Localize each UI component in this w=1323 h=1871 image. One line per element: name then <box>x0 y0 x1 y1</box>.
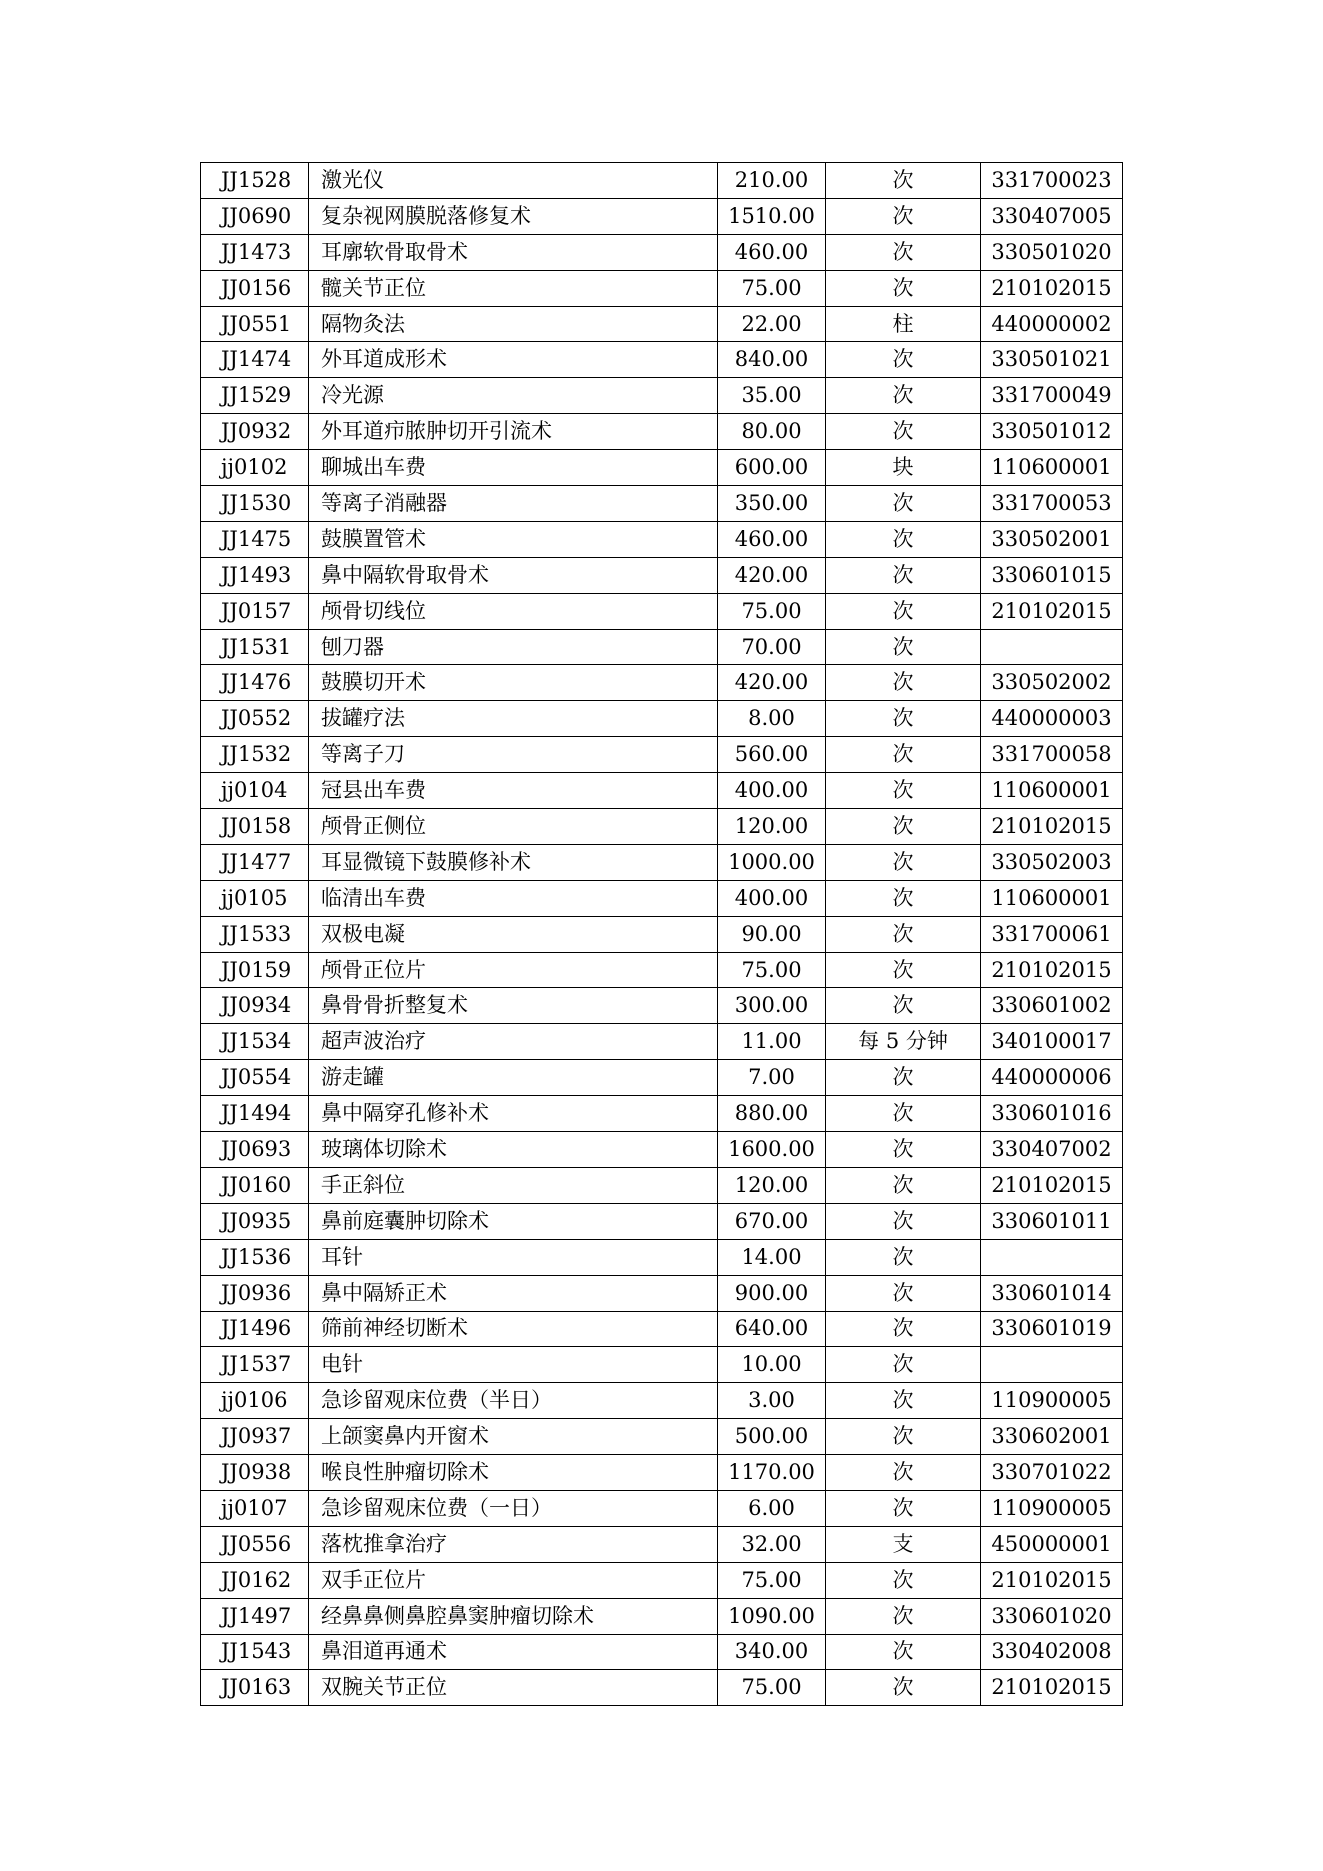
item-name-cell: 冷光源 <box>309 378 718 414</box>
item-price-cell: 340.00 <box>718 1634 826 1670</box>
item-unit-cell: 次 <box>826 1203 981 1239</box>
item-name-cell: 髋关节正位 <box>309 270 718 306</box>
standard-code-cell: 330601002 <box>981 988 1123 1024</box>
standard-code-cell: 110900005 <box>981 1383 1123 1419</box>
item-price-cell: 420.00 <box>718 557 826 593</box>
standard-code-cell: 331700061 <box>981 916 1123 952</box>
item-code-cell: JJ1496 <box>201 1311 309 1347</box>
standard-code-cell: 210102015 <box>981 952 1123 988</box>
item-price-cell: 75.00 <box>718 952 826 988</box>
standard-code-cell: 110900005 <box>981 1490 1123 1526</box>
item-name-cell: 临清出车费 <box>309 880 718 916</box>
item-unit-cell: 次 <box>826 1562 981 1598</box>
standard-code-cell: 330601020 <box>981 1598 1123 1634</box>
item-unit-cell: 次 <box>826 1275 981 1311</box>
item-unit-cell: 次 <box>826 270 981 306</box>
item-price-cell: 350.00 <box>718 486 826 522</box>
item-name-cell: 急诊留观床位费（半日） <box>309 1383 718 1419</box>
standard-code-cell <box>981 1347 1123 1383</box>
standard-code-cell <box>981 1239 1123 1275</box>
item-unit-cell: 次 <box>826 1347 981 1383</box>
standard-code-cell: 210102015 <box>981 270 1123 306</box>
item-unit-cell: 次 <box>826 737 981 773</box>
item-code-cell: jj0102 <box>201 450 309 486</box>
item-name-cell: 颅骨正侧位 <box>309 809 718 845</box>
table-row <box>201 450 1123 486</box>
table-row <box>201 916 1123 952</box>
item-unit-cell: 次 <box>826 1670 981 1706</box>
item-unit-cell: 次 <box>826 1598 981 1634</box>
item-code-cell: JJ0552 <box>201 701 309 737</box>
item-price-cell: 1510.00 <box>718 198 826 234</box>
item-price-cell: 120.00 <box>718 809 826 845</box>
standard-code-cell: 331700058 <box>981 737 1123 773</box>
item-name-cell: 鼻骨骨折整复术 <box>309 988 718 1024</box>
item-code-cell: JJ0158 <box>201 809 309 845</box>
item-price-cell: 640.00 <box>718 1311 826 1347</box>
item-name-cell: 等离子刀 <box>309 737 718 773</box>
item-unit-cell: 次 <box>826 1132 981 1168</box>
item-code-cell: jj0105 <box>201 880 309 916</box>
item-unit-cell: 次 <box>826 1167 981 1203</box>
item-unit-cell: 次 <box>826 665 981 701</box>
item-code-cell: JJ1532 <box>201 737 309 773</box>
item-code-cell: JJ1493 <box>201 557 309 593</box>
item-price-cell: 75.00 <box>718 1670 826 1706</box>
item-code-cell: JJ0690 <box>201 198 309 234</box>
item-unit-cell: 次 <box>826 198 981 234</box>
table-row <box>201 1634 1123 1670</box>
table-row <box>201 1096 1123 1132</box>
standard-code-cell: 330501021 <box>981 342 1123 378</box>
standard-code-cell: 210102015 <box>981 1562 1123 1598</box>
item-price-cell: 35.00 <box>718 378 826 414</box>
item-price-cell: 7.00 <box>718 1060 826 1096</box>
item-name-cell: 急诊留观床位费（一日） <box>309 1490 718 1526</box>
standard-code-cell: 330701022 <box>981 1455 1123 1491</box>
table-row <box>201 1024 1123 1060</box>
table-row <box>201 198 1123 234</box>
standard-code-cell: 330501020 <box>981 234 1123 270</box>
item-name-cell: 刨刀器 <box>309 629 718 665</box>
table-row <box>201 234 1123 270</box>
standard-code-cell: 330601011 <box>981 1203 1123 1239</box>
item-price-cell: 75.00 <box>718 270 826 306</box>
table-row <box>201 665 1123 701</box>
item-price-cell: 1000.00 <box>718 844 826 880</box>
item-code-cell: JJ1530 <box>201 486 309 522</box>
item-price-cell: 70.00 <box>718 629 826 665</box>
standard-code-cell: 450000001 <box>981 1526 1123 1562</box>
item-code-cell: JJ1476 <box>201 665 309 701</box>
item-code-cell: JJ1477 <box>201 844 309 880</box>
item-unit-cell: 次 <box>826 916 981 952</box>
item-unit-cell: 次 <box>826 629 981 665</box>
table-row <box>201 773 1123 809</box>
item-name-cell: 手正斜位 <box>309 1167 718 1203</box>
item-price-cell: 80.00 <box>718 414 826 450</box>
item-unit-cell: 次 <box>826 1419 981 1455</box>
item-code-cell: JJ1534 <box>201 1024 309 1060</box>
item-unit-cell: 次 <box>826 880 981 916</box>
item-unit-cell: 次 <box>826 1634 981 1670</box>
standard-code-cell: 110600001 <box>981 773 1123 809</box>
item-name-cell: 颅骨正位片 <box>309 952 718 988</box>
item-code-cell: jj0107 <box>201 1490 309 1526</box>
item-code-cell: JJ0156 <box>201 270 309 306</box>
item-code-cell: JJ0938 <box>201 1455 309 1491</box>
item-price-cell: 300.00 <box>718 988 826 1024</box>
item-code-cell: jj0106 <box>201 1383 309 1419</box>
item-unit-cell: 次 <box>826 988 981 1024</box>
item-code-cell: JJ1475 <box>201 521 309 557</box>
item-price-cell: 420.00 <box>718 665 826 701</box>
item-unit-cell: 次 <box>826 593 981 629</box>
item-unit-cell: 块 <box>826 450 981 486</box>
standard-code-cell: 110600001 <box>981 880 1123 916</box>
item-code-cell: JJ0937 <box>201 1419 309 1455</box>
table-row <box>201 1239 1123 1275</box>
item-price-cell: 10.00 <box>718 1347 826 1383</box>
item-name-cell: 隔物灸法 <box>309 306 718 342</box>
item-name-cell: 鼻中隔矫正术 <box>309 1275 718 1311</box>
table-row <box>201 701 1123 737</box>
item-name-cell: 激光仪 <box>309 163 718 199</box>
item-code-cell: JJ0163 <box>201 1670 309 1706</box>
table-row <box>201 486 1123 522</box>
standard-code-cell: 330402008 <box>981 1634 1123 1670</box>
standard-code-cell: 210102015 <box>981 1167 1123 1203</box>
item-unit-cell: 次 <box>826 1455 981 1491</box>
standard-code-cell: 330502003 <box>981 844 1123 880</box>
item-price-cell: 670.00 <box>718 1203 826 1239</box>
item-unit-cell: 次 <box>826 809 981 845</box>
item-unit-cell: 次 <box>826 1490 981 1526</box>
standard-code-cell: 440000006 <box>981 1060 1123 1096</box>
standard-code-cell: 331700023 <box>981 163 1123 199</box>
item-price-cell: 120.00 <box>718 1167 826 1203</box>
item-code-cell: jj0104 <box>201 773 309 809</box>
item-unit-cell: 次 <box>826 342 981 378</box>
item-name-cell: 复杂视网膜脱落修复术 <box>309 198 718 234</box>
item-code-cell: JJ0935 <box>201 1203 309 1239</box>
item-unit-cell: 次 <box>826 1060 981 1096</box>
table-row <box>201 1526 1123 1562</box>
fee-schedule-body <box>201 163 1123 1706</box>
standard-code-cell: 110600001 <box>981 450 1123 486</box>
item-code-cell: JJ1531 <box>201 629 309 665</box>
item-name-cell: 游走罐 <box>309 1060 718 1096</box>
table-row <box>201 1203 1123 1239</box>
table-row <box>201 1275 1123 1311</box>
item-unit-cell: 次 <box>826 1096 981 1132</box>
item-price-cell: 1090.00 <box>718 1598 826 1634</box>
standard-code-cell: 330502002 <box>981 665 1123 701</box>
item-price-cell: 8.00 <box>718 701 826 737</box>
standard-code-cell: 210102015 <box>981 809 1123 845</box>
standard-code-cell: 210102015 <box>981 1670 1123 1706</box>
item-code-cell: JJ1529 <box>201 378 309 414</box>
item-code-cell: JJ1474 <box>201 342 309 378</box>
item-price-cell: 22.00 <box>718 306 826 342</box>
item-name-cell: 耳针 <box>309 1239 718 1275</box>
standard-code-cell: 330407002 <box>981 1132 1123 1168</box>
item-name-cell: 外耳道疖脓肿切开引流术 <box>309 414 718 450</box>
table-row <box>201 1167 1123 1203</box>
item-price-cell: 400.00 <box>718 773 826 809</box>
item-price-cell: 500.00 <box>718 1419 826 1455</box>
item-price-cell: 400.00 <box>718 880 826 916</box>
standard-code-cell: 340100017 <box>981 1024 1123 1060</box>
table-row <box>201 163 1123 199</box>
item-code-cell: JJ1543 <box>201 1634 309 1670</box>
item-name-cell: 上颌窦鼻内开窗术 <box>309 1419 718 1455</box>
item-name-cell: 等离子消融器 <box>309 486 718 522</box>
item-name-cell: 外耳道成形术 <box>309 342 718 378</box>
item-name-cell: 双腕关节正位 <box>309 1670 718 1706</box>
item-name-cell: 筛前神经切断术 <box>309 1311 718 1347</box>
item-price-cell: 14.00 <box>718 1239 826 1275</box>
item-unit-cell: 支 <box>826 1526 981 1562</box>
standard-code-cell: 440000003 <box>981 701 1123 737</box>
item-unit-cell: 次 <box>826 414 981 450</box>
item-unit-cell: 次 <box>826 521 981 557</box>
item-price-cell: 460.00 <box>718 234 826 270</box>
standard-code-cell: 331700053 <box>981 486 1123 522</box>
table-row <box>201 521 1123 557</box>
item-price-cell: 90.00 <box>718 916 826 952</box>
table-row <box>201 306 1123 342</box>
standard-code-cell: 330601015 <box>981 557 1123 593</box>
item-unit-cell: 次 <box>826 1383 981 1419</box>
standard-code-cell: 331700049 <box>981 378 1123 414</box>
item-unit-cell: 次 <box>826 234 981 270</box>
item-code-cell: JJ0551 <box>201 306 309 342</box>
item-unit-cell: 次 <box>826 486 981 522</box>
item-unit-cell: 每 5 分钟 <box>826 1024 981 1060</box>
table-row <box>201 1598 1123 1634</box>
item-code-cell: JJ1528 <box>201 163 309 199</box>
item-name-cell: 喉良性肿瘤切除术 <box>309 1455 718 1491</box>
item-code-cell: JJ0160 <box>201 1167 309 1203</box>
item-name-cell: 鼓膜切开术 <box>309 665 718 701</box>
item-code-cell: JJ1494 <box>201 1096 309 1132</box>
standard-code-cell: 210102015 <box>981 593 1123 629</box>
standard-code-cell: 330501012 <box>981 414 1123 450</box>
item-name-cell: 鼻前庭囊肿切除术 <box>309 1203 718 1239</box>
item-name-cell: 双极电凝 <box>309 916 718 952</box>
item-price-cell: 11.00 <box>718 1024 826 1060</box>
item-unit-cell: 次 <box>826 773 981 809</box>
item-code-cell: JJ0157 <box>201 593 309 629</box>
item-code-cell: JJ0162 <box>201 1562 309 1598</box>
item-unit-cell: 次 <box>826 1311 981 1347</box>
table-row <box>201 809 1123 845</box>
item-price-cell: 900.00 <box>718 1275 826 1311</box>
item-name-cell: 电针 <box>309 1347 718 1383</box>
item-code-cell: JJ0554 <box>201 1060 309 1096</box>
table-row <box>201 844 1123 880</box>
item-name-cell: 双手正位片 <box>309 1562 718 1598</box>
item-price-cell: 32.00 <box>718 1526 826 1562</box>
item-name-cell: 耳廓软骨取骨术 <box>309 234 718 270</box>
item-price-cell: 3.00 <box>718 1383 826 1419</box>
item-unit-cell: 次 <box>826 557 981 593</box>
item-price-cell: 560.00 <box>718 737 826 773</box>
table-row <box>201 1419 1123 1455</box>
item-unit-cell: 柱 <box>826 306 981 342</box>
standard-code-cell: 330407005 <box>981 198 1123 234</box>
item-code-cell: JJ1473 <box>201 234 309 270</box>
table-row <box>201 1562 1123 1598</box>
item-name-cell: 拔罐疗法 <box>309 701 718 737</box>
item-name-cell: 玻璃体切除术 <box>309 1132 718 1168</box>
fee-schedule-table <box>200 162 1123 1706</box>
item-name-cell: 颅骨切线位 <box>309 593 718 629</box>
table-row <box>201 557 1123 593</box>
item-name-cell: 聊城出车费 <box>309 450 718 486</box>
item-unit-cell: 次 <box>826 1239 981 1275</box>
item-price-cell: 1600.00 <box>718 1132 826 1168</box>
table-row <box>201 952 1123 988</box>
item-name-cell: 鼻中隔软骨取骨术 <box>309 557 718 593</box>
table-row <box>201 880 1123 916</box>
table-row <box>201 1311 1123 1347</box>
table-row <box>201 737 1123 773</box>
item-code-cell: JJ1537 <box>201 1347 309 1383</box>
table-row <box>201 1060 1123 1096</box>
standard-code-cell: 440000002 <box>981 306 1123 342</box>
table-row <box>201 1455 1123 1491</box>
table-row <box>201 1347 1123 1383</box>
item-name-cell: 经鼻鼻侧鼻腔鼻窦肿瘤切除术 <box>309 1598 718 1634</box>
standard-code-cell: 330502001 <box>981 521 1123 557</box>
item-name-cell: 鼓膜置管术 <box>309 521 718 557</box>
table-row <box>201 270 1123 306</box>
item-price-cell: 1170.00 <box>718 1455 826 1491</box>
item-name-cell: 落枕推拿治疗 <box>309 1526 718 1562</box>
item-price-cell: 75.00 <box>718 1562 826 1598</box>
standard-code-cell <box>981 629 1123 665</box>
item-code-cell: JJ1533 <box>201 916 309 952</box>
table-row <box>201 342 1123 378</box>
table-row <box>201 629 1123 665</box>
table-row <box>201 988 1123 1024</box>
table-row <box>201 1490 1123 1526</box>
item-price-cell: 75.00 <box>718 593 826 629</box>
item-unit-cell: 次 <box>826 163 981 199</box>
table-row <box>201 414 1123 450</box>
item-code-cell: JJ0934 <box>201 988 309 1024</box>
item-price-cell: 6.00 <box>718 1490 826 1526</box>
standard-code-cell: 330601016 <box>981 1096 1123 1132</box>
item-price-cell: 460.00 <box>718 521 826 557</box>
item-code-cell: JJ0159 <box>201 952 309 988</box>
table-row <box>201 593 1123 629</box>
table-row <box>201 1670 1123 1706</box>
standard-code-cell: 330602001 <box>981 1419 1123 1455</box>
item-price-cell: 880.00 <box>718 1096 826 1132</box>
item-code-cell: JJ1497 <box>201 1598 309 1634</box>
item-unit-cell: 次 <box>826 701 981 737</box>
table-row <box>201 1383 1123 1419</box>
item-unit-cell: 次 <box>826 952 981 988</box>
item-name-cell: 超声波治疗 <box>309 1024 718 1060</box>
standard-code-cell: 330601014 <box>981 1275 1123 1311</box>
item-unit-cell: 次 <box>826 844 981 880</box>
item-name-cell: 耳显微镜下鼓膜修补术 <box>309 844 718 880</box>
item-code-cell: JJ0556 <box>201 1526 309 1562</box>
item-name-cell: 鼻泪道再通术 <box>309 1634 718 1670</box>
item-price-cell: 840.00 <box>718 342 826 378</box>
item-code-cell: JJ0936 <box>201 1275 309 1311</box>
item-code-cell: JJ0693 <box>201 1132 309 1168</box>
item-price-cell: 210.00 <box>718 163 826 199</box>
table-row <box>201 1132 1123 1168</box>
standard-code-cell: 330601019 <box>981 1311 1123 1347</box>
item-price-cell: 600.00 <box>718 450 826 486</box>
item-code-cell: JJ1536 <box>201 1239 309 1275</box>
item-unit-cell: 次 <box>826 378 981 414</box>
item-name-cell: 鼻中隔穿孔修补术 <box>309 1096 718 1132</box>
item-code-cell: JJ0932 <box>201 414 309 450</box>
table-row <box>201 378 1123 414</box>
item-name-cell: 冠县出车费 <box>309 773 718 809</box>
